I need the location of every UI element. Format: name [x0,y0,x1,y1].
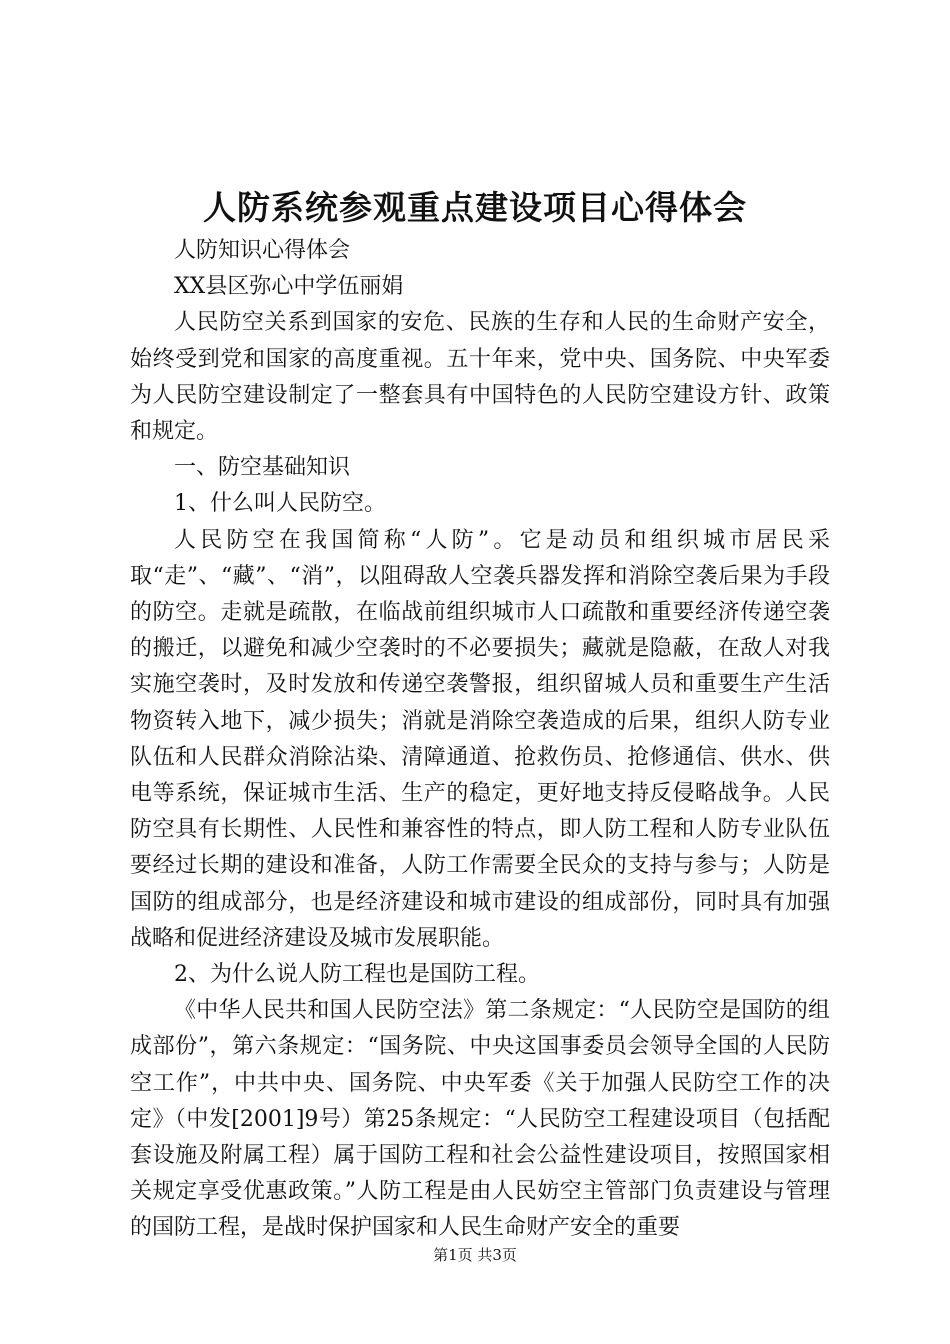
question-heading-1: 1、什么叫人民防空。 [174,491,386,517]
document-body [130,233,830,1247]
question-heading-2: 2、为什么说人防工程也是国防工程。 [174,962,540,988]
page-footer: 第1页 共3页 [433,1246,517,1264]
paragraph-subtitle: 人防知识心得体会 [174,238,351,263]
paragraph-answer-1: 人民防空在我国简称“人防”。它是动员和组织城市居民采取“走”、“藏”、“消”，以阻碍敌人空袭兵器发挥和消除空袭后果为手段的防空。走就是疏散，在临战前组织城市人口疏散和重要经济传递空袭的搬迁，以避免和减少空袭时的不必要损失；藏就是隐蔽，在敌人对我实施空袭时，及时发放和传递空袭警报，组织留城人员和重要生产生活物资转入地下，减少损失；消就是消除空袭造成的后果，组织人防专业队伍和人民群众消除沾染、清障通道、抢救伤员、抢修通信、供水、供电等系统，保证城市生活、生产的稳定，更好地支持反侵略战争。人民防空具有长期性、人民性和兼容性的特点，即人防工程和人防专业队伍要经过长期的建设和准备，人防工作需要全民众的支持与参与；人防是国防的组成部分，也是经济建设和城市建设的组成部份，同时具有加强战略和促进经济建设及城市发展职能。 [130,527,830,951]
paragraph-intro: 人民防空关系到国家的安危、民族的生存和人民的生命财产安全，始终受到党和国家的高度重视。五十年来，党中央、国务院、中央军委为人民防空建设制定了一整套具有中国特色的人民防空建设方针、政策和规定。 [130,310,830,445]
document-title: 人防系统参观重点建设项目心得体会 [203,188,747,227]
section-heading-basics: 一、防空基础知识 [174,455,351,481]
paragraph-answer-2: 《中华人民共和国人民防空法》第二条规定：“人民防空是国防的组成部份”，第六条规定：“国务院、中央这国事委员会领导全国的人民防空工作”，中共中央、国务院、中央军委《关于加强人民防空工作的决定》（中发[2001]9号）第25条规定：“人民防空工程建设项目（包括配套设施及附属工程）属于国防工程和社会公益性建设项目，按照国家相关规定享受优惠政策。”人防工程是由人民妨空主管部门负责建设与管理的国防工程，是战时保护国家和人民生命财产安全的重要 [130,998,830,1241]
paragraph-author: XX县区弥心中学伍丽娟 [174,274,404,300]
